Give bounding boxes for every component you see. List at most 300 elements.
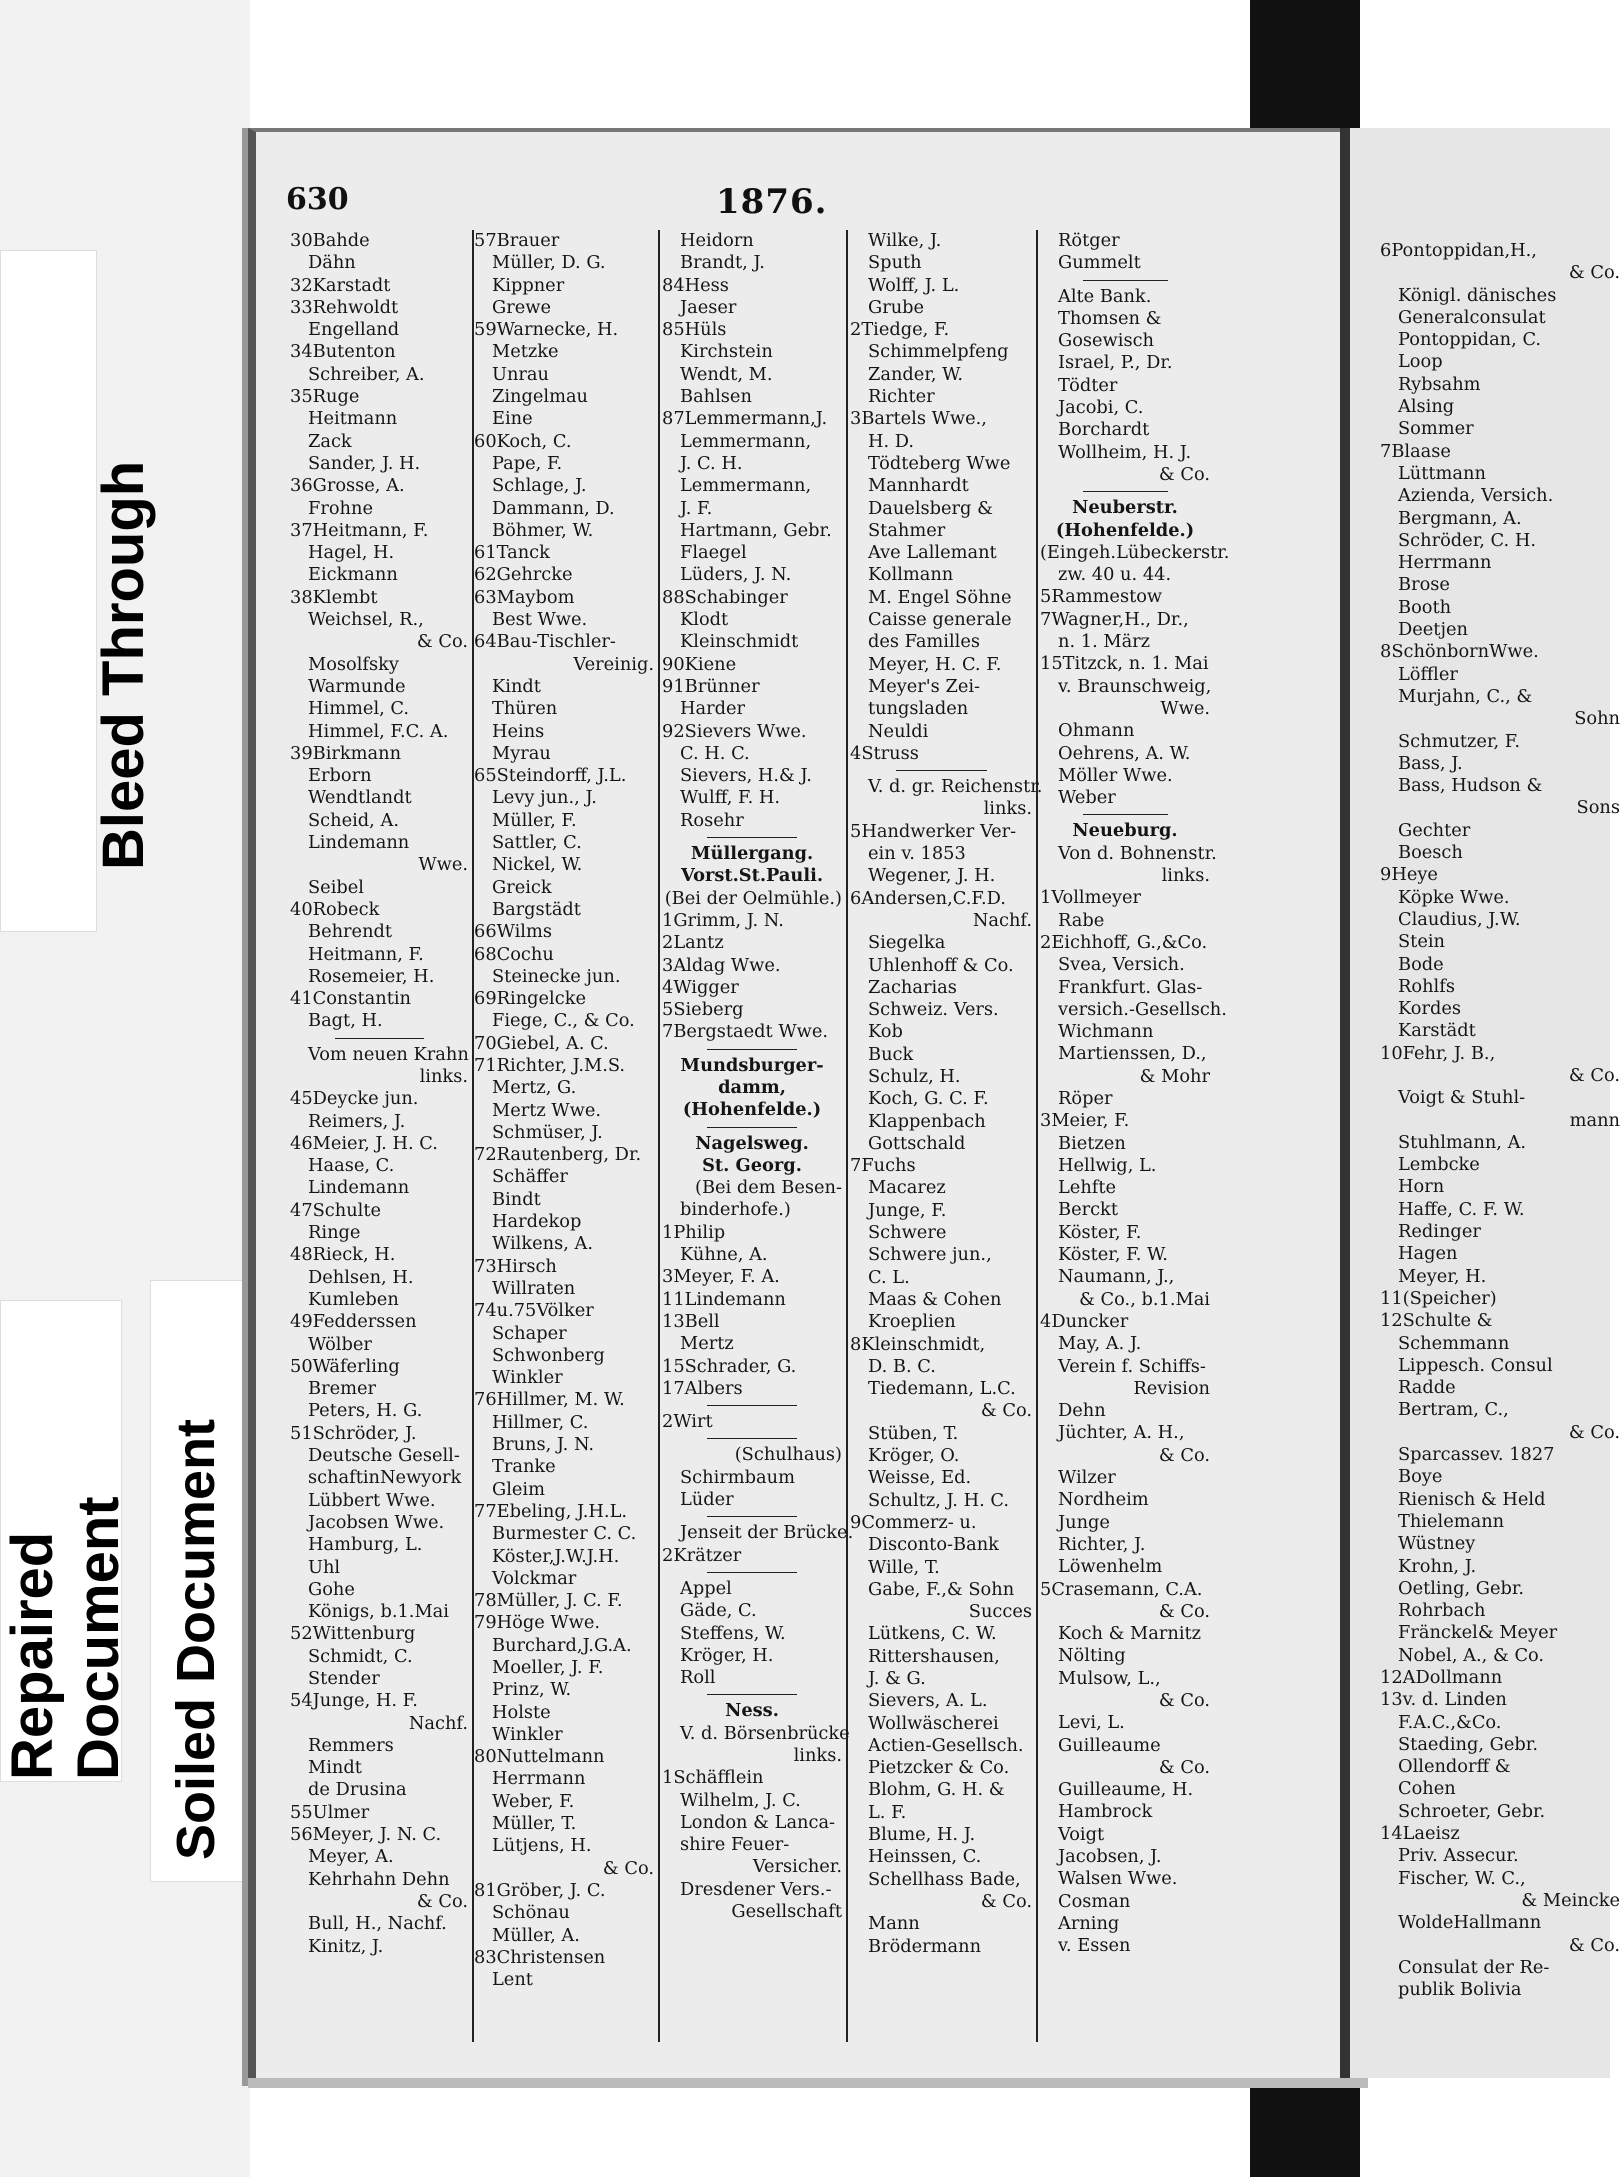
directory-entry: 79Höge Wwe.: [474, 1612, 601, 1634]
directory-entry: 66Wilms: [474, 921, 552, 943]
directory-entry: Heinssen, C.: [868, 1846, 982, 1868]
column-2: [470, 230, 660, 2042]
directory-entry: Buck: [868, 1043, 914, 1065]
directory-entry: & Co.: [416, 631, 468, 653]
directory-entry: Wegener, J. H.: [868, 865, 996, 887]
directory-entry: & Co., b.1.Mai: [1079, 1288, 1210, 1310]
directory-entry: Zingelmau: [492, 386, 588, 408]
directory-entry: 39Birkmann: [290, 742, 402, 764]
directory-entry: Zack: [308, 430, 352, 452]
directory-entry: Zacharias: [868, 976, 957, 998]
directory-entry: Schwonberg: [492, 1344, 605, 1366]
directory-entry: 80Nuttelmann: [474, 1746, 605, 1768]
directory-entry: Koch & Marnitz: [1058, 1623, 1202, 1645]
directory-entry: 91Brünner: [662, 675, 760, 697]
directory-entry: Reimers, J.: [308, 1110, 406, 1132]
column-1: [286, 230, 474, 2042]
directory-entry: 71Richter, J.M.S.: [474, 1054, 626, 1076]
directory-entry: Schirmbaum: [680, 1466, 795, 1488]
directory-entry: Schönau: [492, 1902, 570, 1924]
directory-entry: Schäffer: [492, 1166, 568, 1188]
directory-entry: Sievers, H.& J.: [680, 765, 812, 787]
directory-entry: Lippesch. Consul: [1398, 1354, 1553, 1376]
directory-entry: Kinitz, J.: [308, 1935, 384, 1957]
directory-entry: Ringe: [308, 1222, 361, 1244]
directory-entry: Lembcke: [1398, 1154, 1480, 1176]
directory-entry: links.: [419, 1065, 468, 1087]
directory-entry: Sommer: [1398, 418, 1474, 440]
directory-entry: Kröger, O.: [868, 1445, 960, 1467]
directory-entry: Hagel, H.: [308, 542, 395, 564]
directory-entry: 14Laeisz: [1380, 1823, 1460, 1845]
directory-entry: Kordes: [1398, 998, 1462, 1020]
directory-entry: Oetling, Gebr.: [1398, 1577, 1525, 1599]
directory-entry: Vom neuen Krahn: [308, 1043, 469, 1065]
directory-entry: 7Bergstaedt Wwe.: [662, 1021, 829, 1043]
directory-entry: Priv. Assecur.: [1398, 1845, 1519, 1867]
directory-entry: Dähn: [308, 252, 356, 274]
directory-entry: Wüstney: [1398, 1533, 1476, 1555]
directory-entry: 76Hillmer, M. W.: [474, 1389, 625, 1411]
directory-entry: 2Wirt: [662, 1411, 713, 1433]
directory-entry: 34Butenton: [290, 341, 396, 363]
directory-entry: schaftinNewyork: [308, 1467, 462, 1489]
directory-entry: Schellhass Bade,: [868, 1868, 1021, 1890]
directory-entry: Wollwäscherei: [868, 1712, 999, 1734]
directory-entry: 36Grosse, A.: [290, 475, 405, 497]
directory-entry: 3Meier, F.: [1040, 1110, 1130, 1132]
directory-entry: v. Braunschweig,: [1058, 675, 1212, 697]
column-4: [846, 230, 1043, 2042]
directory-entry: Kühne, A.: [680, 1244, 768, 1266]
directory-entry: 78Müller, J. C. F.: [474, 1590, 623, 1612]
directory-entry: 5Sieberg: [662, 999, 744, 1021]
directory-entry: links.: [983, 798, 1032, 820]
directory-entry: Schultz, J. H. C.: [868, 1489, 1010, 1511]
directory-entry: Kindt: [492, 675, 541, 697]
directory-entry: Pontoppidan, C.: [1398, 329, 1542, 351]
directory-entry: Mertz: [680, 1333, 734, 1355]
directory-entry: Martienssen, D.,: [1058, 1043, 1207, 1065]
directory-entry: Ohmann: [1058, 720, 1135, 742]
directory-entry: Fränckel& Meyer: [1398, 1622, 1558, 1644]
directory-entry: Fischer, W. C.,: [1398, 1867, 1526, 1889]
directory-entry: Lent: [492, 1969, 533, 1991]
directory-entry: J. & G.: [868, 1668, 926, 1689]
directory-entry: V. d. Börsenbrücke: [680, 1722, 850, 1744]
directory-entry: & Co.: [1568, 1934, 1620, 1956]
section-divider: [850, 765, 1032, 776]
directory-entry: Fiege, C., & Co.: [492, 1010, 635, 1032]
directory-entry: Dammann, D.: [492, 497, 615, 519]
directory-entry: 45Deycke jun.: [290, 1088, 419, 1110]
directory-entry: Nordheim: [1058, 1489, 1149, 1511]
directory-entry: Rienisch & Held: [1398, 1488, 1546, 1510]
directory-entry: Müller, A.: [492, 1924, 580, 1946]
directory-entry: Lütkens, C. W.: [868, 1623, 997, 1645]
directory-entry: Steinecke jun.: [492, 965, 621, 987]
column-5: [1036, 230, 1230, 2042]
directory-entry: C. H. C.: [680, 742, 750, 764]
directory-columns: [286, 230, 1326, 2042]
directory-entry: Boesch: [1398, 842, 1463, 864]
directory-entry: Blume, H. J.: [868, 1824, 976, 1846]
section-divider: [662, 1433, 842, 1444]
directory-entry: Neuldi: [868, 720, 929, 742]
directory-entry: Lüttmann: [1398, 462, 1486, 484]
directory-entry: & Co.: [980, 1400, 1032, 1422]
directory-entry: 17Albers: [662, 1377, 743, 1399]
directory-entry: Myrau: [492, 742, 551, 764]
directory-entry: 65Steindorff, J.L.: [474, 765, 627, 787]
directory-entry: Weber: [1058, 787, 1116, 809]
directory-entry: 54Junge, H. F.: [290, 1690, 418, 1712]
directory-entry: Succes: [968, 1601, 1032, 1623]
directory-entry: Schmüser, J.: [492, 1121, 603, 1143]
directory-entry: Kleinschmidt: [680, 631, 799, 653]
directory-entry: Arning: [1058, 1912, 1120, 1934]
directory-entry: & Co.: [1158, 1690, 1210, 1711]
directory-entry: Hagen: [1398, 1243, 1458, 1265]
directory-entry: Hamburg, L.: [308, 1534, 423, 1556]
directory-entry: links.: [793, 1745, 842, 1766]
directory-entry: & Co.: [1568, 262, 1620, 284]
directory-entry: 11Lindemann: [662, 1288, 786, 1310]
directory-entry: 59Warnecke, H.: [474, 319, 619, 341]
directory-entry: Tödter: [1058, 374, 1118, 396]
directory-entry: Lemmermann,: [680, 475, 812, 497]
directory-entry: Oehrens, A. W.: [1058, 742, 1191, 764]
directory-entry: Lüders, J. N.: [680, 564, 792, 586]
directory-entry: & Mohr: [1139, 1065, 1210, 1087]
directory-entry: Scheid, A.: [308, 809, 399, 831]
directory-entry: 5Rammestow: [1040, 586, 1163, 608]
directory-entry: Maas & Cohen: [868, 1288, 1002, 1310]
directory-entry: Wille, T.: [868, 1556, 940, 1578]
section-divider: [290, 1033, 468, 1044]
directory-entry: 5Handwerker Ver-: [850, 820, 1017, 842]
directory-entry: Stahmer: [868, 519, 946, 541]
directory-entry: Müller, T.: [492, 1813, 577, 1835]
document-page: [248, 128, 1346, 2086]
directory-entry: Wilhelm, J. C.: [680, 1789, 801, 1811]
directory-entry: WoldeHallmann: [1398, 1912, 1542, 1934]
directory-entry: Tranke: [492, 1456, 556, 1478]
directory-entry: Jaeser: [680, 296, 737, 318]
directory-entry: Revision: [1133, 1377, 1210, 1399]
directory-entry: J. F.: [680, 497, 713, 519]
directory-entry: Guilleaume: [1058, 1734, 1161, 1756]
directory-entry: Wendtlandt: [308, 787, 412, 809]
directory-entry: Dresdener Vers.-: [680, 1878, 832, 1900]
directory-entry: 3Meyer, F. A.: [662, 1266, 780, 1288]
directory-entry: Bass, J.: [1398, 752, 1463, 774]
directory-entry: Blohm, G. H. &: [868, 1779, 1005, 1801]
directory-entry: Meyer's Zei-: [868, 675, 981, 697]
section-divider: [662, 1567, 842, 1578]
directory-entry: 72Rautenberg, Dr.: [474, 1144, 642, 1166]
directory-entry: Heitmann: [308, 408, 398, 430]
directory-entry: Bietzen: [1058, 1132, 1126, 1154]
directory-entry: Radde: [1398, 1377, 1456, 1399]
directory-entry: Schweiz. Vers.: [868, 999, 999, 1021]
directory-entry: Gechter: [1398, 819, 1471, 841]
directory-entry: Jacobsen Wwe.: [308, 1511, 445, 1533]
section-divider: [1040, 275, 1210, 286]
directory-entry: Müller, F.: [492, 809, 577, 831]
directory-entry: 9Heye: [1380, 864, 1438, 886]
directory-entry: 6Andersen,C.F.D.: [850, 887, 1006, 909]
directory-entry: Junge: [1058, 1511, 1110, 1533]
directory-entry: & Co.: [602, 1857, 654, 1879]
directory-entry: Köster, F.: [1058, 1221, 1142, 1243]
directory-entry: Vereinig.: [573, 653, 654, 675]
directory-entry: tungsladen: [868, 698, 969, 720]
directory-entry: Weisse, Ed.: [868, 1467, 972, 1489]
bleed-through-label: Bleed Through: [91, 460, 156, 870]
directory-entry: & Co.: [416, 1890, 468, 1912]
directory-entry: Schulz, H.: [868, 1065, 961, 1087]
directory-entry: (Bei der Oelmühle.): [664, 887, 842, 909]
directory-entry: Uhlenhoff & Co.: [868, 954, 1014, 976]
directory-entry: J. C. H.: [680, 452, 743, 474]
directory-entry: Zander, W.: [868, 363, 963, 385]
directory-entry: Disconto-Bank: [868, 1534, 999, 1556]
directory-entry: 41Constantin: [290, 988, 411, 1010]
directory-entry: Meyer, A.: [308, 1846, 394, 1868]
directory-entry: Rohrbach: [1398, 1600, 1486, 1622]
directory-entry: London & Lanca-: [680, 1811, 836, 1833]
directory-entry: 47Schulte: [290, 1199, 382, 1221]
directory-entry: Mann: [868, 1913, 920, 1935]
directory-entry: Lemmermann,: [680, 430, 812, 452]
directory-entry: Ness.: [725, 1700, 779, 1722]
directory-entry: Behrendt: [308, 921, 393, 943]
directory-entry: Hardekop: [492, 1211, 582, 1233]
directory-entry: Schwere jun.,: [868, 1244, 992, 1266]
directory-entry: Pape, F.: [492, 452, 563, 474]
directory-entry: Stüben, T.: [868, 1422, 959, 1444]
directory-entry: Karstädt: [1398, 1020, 1476, 1042]
directory-entry: & Meincke: [1521, 1889, 1620, 1911]
directory-entry: 51Schröder, J.: [290, 1422, 417, 1444]
directory-entry: Moeller, J. F.: [492, 1657, 604, 1678]
directory-entry: Loop: [1398, 351, 1443, 373]
directory-entry: Schemmann: [1398, 1332, 1510, 1354]
section-divider: [662, 1122, 842, 1133]
directory-entry: Schlage, J.: [492, 475, 587, 497]
directory-entry: Erborn: [308, 765, 372, 787]
directory-entry: Svea, Versich.: [1058, 954, 1185, 976]
directory-entry: V. d. gr. Reichenstr.: [868, 776, 1043, 798]
directory-entry: Deetjen: [1398, 619, 1468, 641]
directory-entry: Kollmann: [868, 564, 954, 586]
directory-entry: Dehlsen, H.: [308, 1266, 414, 1288]
directory-entry: 74u.75Völker: [474, 1300, 594, 1322]
directory-entry: Möller Wwe.: [1058, 764, 1173, 786]
directory-entry: Murjahn, C., &: [1398, 685, 1533, 707]
directory-entry: 3Aldag Wwe.: [662, 954, 781, 976]
directory-entry: Löffler: [1398, 663, 1458, 685]
page-number: 630: [286, 182, 349, 217]
directory-entry: Schmidt, C.: [308, 1645, 413, 1667]
directory-entry: 7Wagner,H., Dr.,: [1040, 608, 1189, 630]
directory-entry: Sohn: [1574, 708, 1620, 730]
directory-entry: 55Ulmer: [290, 1801, 370, 1823]
directory-entry: Mertz Wwe.: [492, 1099, 602, 1121]
directory-entry: 70Giebel, A. C.: [474, 1032, 609, 1054]
directory-entry: Ave Lallemant: [868, 542, 997, 564]
directory-entry: Stender: [308, 1668, 380, 1689]
directory-entry: Peters, H. G.: [308, 1400, 423, 1422]
directory-entry: Nobel, A., & Co.: [1398, 1644, 1545, 1666]
directory-entry: Levy jun., J.: [492, 787, 597, 809]
directory-entry: Holste: [492, 1701, 551, 1723]
directory-entry: 85Hüls: [662, 319, 727, 341]
directory-entry: ein v. 1853: [868, 843, 966, 865]
directory-entry: Bindt: [492, 1188, 541, 1210]
directory-entry: Bremer: [308, 1378, 376, 1400]
directory-entry: Kroeplien: [868, 1311, 956, 1333]
directory-entry: Dehn: [1058, 1400, 1106, 1422]
directory-entry: Junge, F.: [868, 1199, 947, 1221]
directory-entry: 49Fedderssen: [290, 1311, 417, 1333]
directory-entry: Levi, L.: [1058, 1712, 1125, 1734]
directory-entry: 84Hess: [662, 274, 729, 296]
directory-entry: Heidorn: [680, 230, 754, 251]
directory-entry: Bahlsen: [680, 386, 752, 408]
directory-entry: Pietzcker & Co.: [868, 1757, 1010, 1779]
directory-entry: Rötger: [1058, 230, 1120, 251]
directory-entry: Rabe: [1058, 909, 1105, 931]
directory-entry: 33Rehwoldt: [290, 296, 399, 318]
directory-entry: Hartmann, Gebr.: [680, 519, 832, 541]
directory-entry: D. B. C.: [868, 1355, 936, 1377]
directory-entry: Wwe.: [1160, 697, 1210, 719]
directory-entry: Schröder, C. H.: [1398, 529, 1536, 551]
directory-entry: Horn: [1398, 1176, 1445, 1198]
directory-entry: 83Christensen: [474, 1946, 606, 1968]
directory-entry: Wolff, J. L.: [868, 274, 960, 296]
section-divider: [1040, 809, 1210, 820]
directory-entry: 1Vollmeyer: [1040, 887, 1142, 909]
directory-entry: Engelland: [308, 319, 400, 341]
directory-entry: 60Koch, C.: [474, 430, 572, 452]
directory-entry: Gosewisch: [1058, 330, 1154, 352]
directory-entry: Lütjens, H.: [492, 1835, 592, 1857]
directory-entry: Himmel, F.C. A.: [308, 720, 449, 742]
directory-entry: 13v. d. Linden: [1380, 1689, 1507, 1711]
directory-entry: Burchard,J.G.A.: [492, 1634, 632, 1656]
directory-entry: 4Struss: [850, 742, 919, 764]
directory-entry: & Co.: [1158, 1756, 1210, 1778]
directory-entry: Prinz, W.: [492, 1679, 572, 1701]
directory-entry: Deutsche Gesell-: [308, 1445, 460, 1467]
directory-entry: Bergmann, A.: [1398, 507, 1522, 529]
directory-entry: Heins: [492, 720, 545, 742]
directory-entry: mann: [1569, 1109, 1620, 1131]
directory-entry: 32Karstadt: [290, 274, 391, 296]
directory-entry: C. L.: [868, 1266, 910, 1288]
directory-entry: 61Tanck: [474, 542, 550, 564]
directory-entry: 63Maybom: [474, 586, 575, 608]
directory-entry: Winkler: [492, 1723, 563, 1745]
directory-entry: 37Heitmann, F.: [290, 519, 429, 541]
directory-entry: 11(Speicher): [1380, 1287, 1497, 1309]
directory-entry: Rohlfs: [1398, 975, 1455, 997]
directory-entry: Richter, J.: [1058, 1533, 1146, 1555]
directory-entry: Wwe.: [418, 854, 468, 876]
directory-entry: Harder: [680, 698, 746, 720]
directory-entry: Köster,J.W.J.H.: [492, 1545, 620, 1567]
directory-entry: 13Bell: [662, 1310, 720, 1332]
directory-entry: Jenseit der Brücke.: [680, 1522, 854, 1544]
directory-entry: 35Ruge: [290, 386, 360, 408]
directory-entry: 1Schäfflein: [662, 1767, 764, 1789]
directory-entry: Gummelt: [1058, 252, 1141, 274]
directory-entry: Krohn, J.: [1398, 1555, 1477, 1577]
directory-entry: links.: [1161, 865, 1210, 887]
directory-entry: Sparcassev. 1827: [1398, 1444, 1555, 1466]
directory-entry: Tödteberg Wwe: [868, 452, 1011, 474]
directory-entry: Alsing: [1398, 396, 1455, 418]
directory-entry: Unrau: [492, 363, 549, 385]
directory-entry: Thielemann: [1398, 1510, 1505, 1532]
section-divider: [662, 832, 842, 843]
directory-entry: Steffens, W.: [680, 1622, 786, 1644]
directory-entry: 69Ringelcke: [474, 988, 587, 1010]
directory-entry: Naumann, J.,: [1058, 1266, 1175, 1288]
directory-entry: Appel: [680, 1577, 732, 1599]
directory-entry: Meyer, H.: [1398, 1265, 1487, 1287]
adjacent-page: [1340, 128, 1620, 2078]
directory-entry: Gleim: [492, 1478, 545, 1500]
directory-entry: Kehrhahn Dehn: [308, 1868, 450, 1890]
section-divider: [662, 1511, 842, 1522]
directory-entry: Grube: [868, 296, 925, 318]
directory-entry: de Drusina: [308, 1779, 407, 1801]
directory-entry: 8Kleinschmidt,: [850, 1333, 986, 1355]
directory-entry: Nagelsweg.: [695, 1132, 809, 1154]
directory-entry: 4Duncker: [1040, 1310, 1129, 1332]
directory-entry: Jacobsen, J.: [1058, 1846, 1162, 1868]
directory-entry: Boye: [1398, 1466, 1443, 1488]
directory-entry: Müllergang.: [690, 843, 814, 865]
repaired-document-label: Repaired Document: [0, 1496, 131, 1780]
directory-entry: Wilke, J.: [868, 230, 942, 251]
directory-entry: des Familles: [868, 631, 980, 653]
directory-entry: Lübbert Wwe.: [308, 1489, 436, 1511]
directory-entry: damm,: [718, 1076, 786, 1098]
directory-entry: 46Meier, J. H. C.: [290, 1132, 438, 1154]
directory-entry: Siegelka: [868, 932, 946, 954]
directory-entry: 1Grimm, J. N.: [662, 909, 784, 931]
directory-entry: Rosehr: [680, 809, 744, 831]
directory-entry: Guilleaume, H.: [1058, 1779, 1194, 1801]
directory-entry: Verein f. Schiffs-: [1058, 1355, 1206, 1377]
directory-entry: Consulat der Re-: [1398, 1956, 1550, 1978]
directory-entry: Schwere: [868, 1222, 947, 1244]
directory-entry: 81Gröber, J. C.: [474, 1879, 606, 1901]
directory-entry: 6Pontoppidan,H.,: [1380, 240, 1537, 261]
directory-entry: Generalconsulat: [1398, 306, 1546, 328]
directory-entry: Klappenbach: [868, 1110, 986, 1132]
section-divider: [662, 1689, 842, 1700]
directory-entry: & Co.: [1158, 1444, 1210, 1466]
directory-entry: 56Meyer, J. N. C.: [290, 1824, 442, 1846]
directory-entry: 10Fehr, J. B.,: [1380, 1042, 1496, 1064]
directory-entry: Remmers: [308, 1734, 394, 1756]
